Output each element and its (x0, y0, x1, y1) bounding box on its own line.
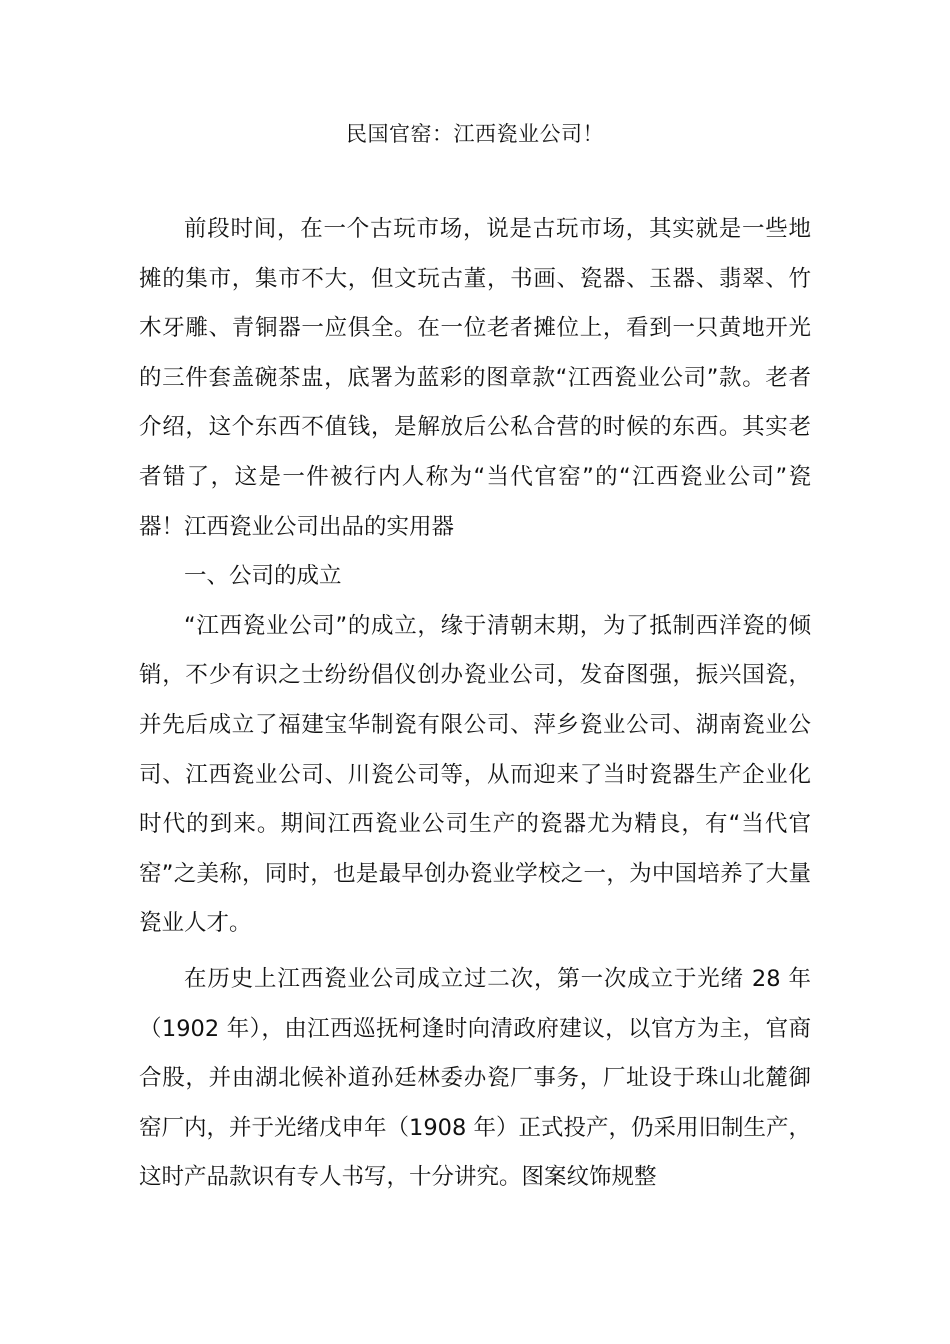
document-title: 民国官窑：江西瓷业公司！ (346, 122, 604, 146)
section-heading: 一、公司的成立 (184, 563, 342, 590)
paragraph-founding: “江西瓷业公司”的成立，缘于清朝末期，为了抵制西洋瓷的倾销，不少有识之士纷纷倡仪创办瓷业公司，发奋图强，振兴国瓷，并先后成立了福建宝华制瓷有限公司、萍乡瓷业公司、湖南瓷业公司、江西瓷业公司、川瓷公司等，从而迎来了当时瓷器生产企业化时代的到来。期间江西瓷业公司生产的瓷器尤为精良，有“当代官窑”之美称，同时，也是最早创办瓷业学校之一，为中国培养了大量瓷业人才。 (139, 612, 811, 937)
document-body (139, 205, 811, 1203)
paragraph-intro: 前段时间，在一个古玩市场，说是古玩市场，其实就是一些地摊的集市，集市不大，但文玩古董，书画、瓷器、玉器、翡翠、竹木牙雕、青铜器一应俱全。在一位老者摊位上，看到一只黄地开光的三件套盖碗茶盅，底署为蓝彩的图章款“江西瓷业公司”款。老者介绍，这个东西不值钱，是解放后公私合营的时候的东西。其实老者错了，这是一件被行内人称为“当代官窑”的“江西瓷业公司”瓷器！江西瓷业公司出品的实用器 (139, 216, 811, 540)
paragraph-history: 在历史上江西瓷业公司成立过二次，第一次成立于光绪 28 年（1902 年），由江西巡抚柯逢时向清政府建议，以官方为主，官商合股，并由湖北候补道孙廷林委办瓷厂事务，厂址设于珠山北麓御窑厂内，并于光绪戊申年（1908 年）正式投产，仍采用旧制生产，这时产品款识有专人书写，十分讲究。图案纹饰规整 (139, 965, 811, 1191)
